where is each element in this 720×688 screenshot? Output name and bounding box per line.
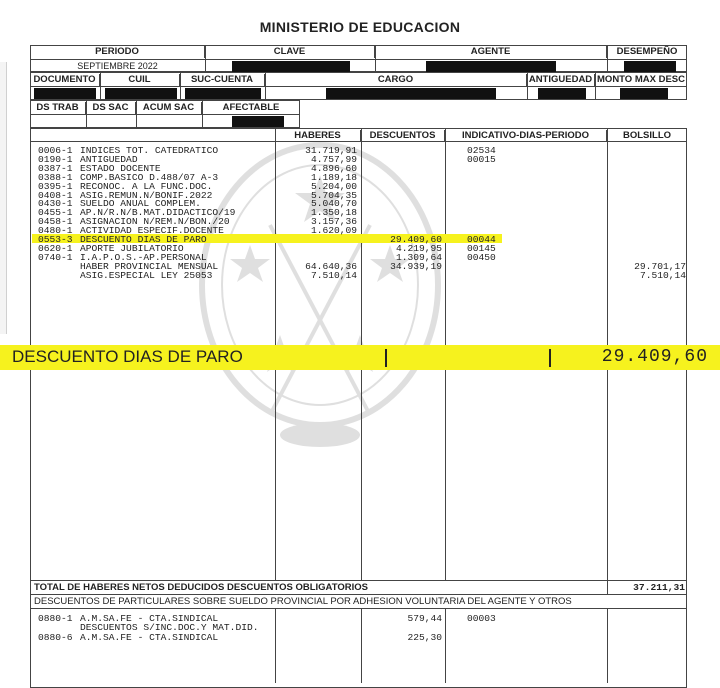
periodo-header: PERIODO xyxy=(30,46,205,58)
line-haberes: 5.204,00 xyxy=(310,180,357,192)
divider xyxy=(595,72,596,100)
cargo-header: CARGO xyxy=(265,74,527,86)
redacted-clave xyxy=(232,61,350,72)
big-highlight-label: DESCUENTO DIAS DE PARO xyxy=(12,347,243,366)
divider xyxy=(265,72,266,100)
divider xyxy=(30,608,687,609)
page-title: MINISTERIO DE EDUCACION xyxy=(259,19,461,35)
line-code: 0455-1 xyxy=(38,207,73,219)
totals-label: TOTAL DE HABERES NETOS DEDUCIDOS DESCUENTOS OBLIGATORIOS xyxy=(34,582,368,593)
redacted-documento xyxy=(34,88,96,99)
suc-cuenta-header: SUC-CUENTA xyxy=(180,74,265,86)
line-code: 0480-1 xyxy=(38,225,73,237)
divider xyxy=(445,608,446,683)
line-desc: COMP.BASICO D.488/07 A-3 xyxy=(80,171,219,183)
ds-sac-header: DS SAC xyxy=(86,102,136,114)
line-descuentos: 34.939,19 xyxy=(390,260,442,272)
line-code: 0458-1 xyxy=(38,216,73,228)
line-code: 0620-1 xyxy=(38,242,73,254)
left-edge-shadow xyxy=(0,62,7,334)
line-desc: INDICES TOT. CATEDRATICO xyxy=(80,145,219,156)
line-code: 0190-1 xyxy=(38,153,73,165)
divider xyxy=(202,100,203,128)
divider xyxy=(607,45,608,72)
haberes-header: HABERES xyxy=(275,130,361,142)
line-haberes: 1.350,18 xyxy=(310,207,357,219)
line-indicativo: 00145 xyxy=(467,242,496,254)
afectable-header: AFECTABLE xyxy=(222,102,280,113)
line-desc: DESCUENTO DIAS DE PARO xyxy=(80,234,207,245)
line-desc: SUELDO ANUAL COMPLEM. xyxy=(80,198,201,210)
line-indicativo: 00450 xyxy=(467,251,496,263)
bottom-code: 0880-1 xyxy=(38,613,73,624)
bottom-desc: A.M.SA.FE - CTA.SINDICAL xyxy=(80,632,219,643)
desempeno-header: DESEMPEÑO xyxy=(616,46,678,57)
redacted-cuenta xyxy=(185,88,261,99)
documento-header: DOCUMENTO xyxy=(30,74,100,86)
line-haberes: 5.704,35 xyxy=(310,189,357,201)
divider xyxy=(30,59,687,60)
line-code: 0006-1 xyxy=(38,145,73,156)
line-descuentos: 4.219,95 xyxy=(395,242,442,254)
descuentos-header: DESCUENTOS xyxy=(361,130,445,142)
line-bolsillo: 7.510,14 xyxy=(639,269,686,281)
redacted-afectable xyxy=(232,116,284,127)
line-code: 0740-1 xyxy=(38,251,73,263)
divider xyxy=(30,594,687,595)
divider xyxy=(30,114,300,115)
line-haberes: 7.510,14 xyxy=(310,269,357,281)
bottom-amount: 579,44 xyxy=(407,613,442,624)
line-bolsillo: 29.701,17 xyxy=(634,260,686,272)
line-descuentos: 1.309,64 xyxy=(395,251,442,263)
line-desc: ASIG.REMUN.N/BONIF.2022 xyxy=(80,189,213,201)
agente-header: AGENTE xyxy=(375,46,607,58)
line-desc: HABER PROVINCIAL MENSUAL xyxy=(80,260,219,272)
line-indicativo: 00015 xyxy=(467,153,496,165)
periodo-value: SEPTIEMBRE 2022 xyxy=(77,61,158,71)
line-haberes: 4.896,60 xyxy=(310,162,357,174)
line-desc: RECONOC. A LA FUNC.DOC. xyxy=(80,180,213,192)
line-desc: APORTE JUBILATORIO xyxy=(80,242,184,254)
clave-header: CLAVE xyxy=(205,46,375,58)
redacted-cargo xyxy=(326,88,496,99)
line-code: 0430-1 xyxy=(38,198,73,210)
indicativo-header: INDICATIVO-DIAS-PERIODO xyxy=(445,130,607,142)
divider xyxy=(30,580,687,581)
cuil-header: CUIL xyxy=(100,74,180,86)
line-haberes: 1.620,09 xyxy=(310,225,357,237)
divider xyxy=(385,349,387,367)
ds-trab-header: DS TRAB xyxy=(30,102,86,114)
redacted-antiguedad xyxy=(538,88,586,99)
divider xyxy=(607,608,608,683)
line-desc: AP.N/R.N/B.MAT.DIDACTICO/19 xyxy=(80,207,236,219)
divider xyxy=(136,100,137,128)
line-code: 0553-3 xyxy=(38,234,73,245)
redacted-agente xyxy=(426,61,556,72)
divider xyxy=(549,349,551,367)
line-haberes: 31.719,91 xyxy=(305,145,357,156)
divider xyxy=(30,86,687,87)
line-desc: ACTIVIDAD ESPECIF.DOCENTE xyxy=(80,225,224,237)
line-desc: ASIGNACION N/REM.N/BON./20 xyxy=(80,216,230,228)
divider xyxy=(180,72,181,100)
divider xyxy=(86,100,87,128)
line-code: 0387-1 xyxy=(38,162,73,174)
redacted-desempeno xyxy=(624,61,676,72)
bottom-desc: A.M.SA.FE - CTA.SINDICAL xyxy=(80,613,219,624)
totals-value: 37.211,31 xyxy=(633,582,685,593)
line-haberes: 64.640,36 xyxy=(305,260,357,272)
redacted-monto xyxy=(620,88,668,99)
line-code: 0388-1 xyxy=(38,171,73,183)
acum-sac-header: ACUM SAC xyxy=(136,102,202,114)
line-descuentos: 29.409,60 xyxy=(390,234,442,245)
particulares-label: DESCUENTOS DE PARTICULARES SOBRE SUELDO PROVINCIAL POR ADHESION VOLUNTARIA DEL AGENTE Y OTROS xyxy=(34,596,572,607)
divider xyxy=(375,45,376,72)
line-indicativo: 00044 xyxy=(467,234,496,245)
bottom-indicativo: 00003 xyxy=(467,613,496,624)
line-desc: ASIG.ESPECIAL LEY 25053 xyxy=(80,269,213,281)
divider xyxy=(205,45,206,72)
big-highlight-amount: 29.409,60 xyxy=(601,347,708,367)
line-desc: I.A.P.O.S.-AP.PERSONAL xyxy=(80,251,207,263)
bottom-amount: 225,30 xyxy=(407,632,442,643)
line-haberes: 5.040,70 xyxy=(310,198,357,210)
line-haberes: 4.757,99 xyxy=(310,153,357,165)
line-desc: ANTIGUEDAD xyxy=(80,153,138,165)
bottom-desc: DESCUENTOS S/INC.DOC.Y MAT.DID. xyxy=(80,622,259,633)
line-indicativo: 02534 xyxy=(467,145,496,156)
line-haberes: 3.157,36 xyxy=(310,216,357,228)
line-haberes: 1.189,18 xyxy=(310,171,357,183)
redacted-cuil xyxy=(105,88,177,99)
antiguedad-header: ANTIGUEDAD xyxy=(527,74,595,86)
bolsillo-header: BOLSILLO xyxy=(622,130,672,141)
monto-max-header: MONTO MAX DESC xyxy=(597,74,685,85)
line-code: 0395-1 xyxy=(38,180,73,192)
line-code: 0408-1 xyxy=(38,189,73,201)
divider xyxy=(100,72,101,100)
bottom-code: 0880-6 xyxy=(38,632,73,643)
line-desc: ESTADO DOCENTE xyxy=(80,162,161,174)
divider xyxy=(527,72,528,100)
